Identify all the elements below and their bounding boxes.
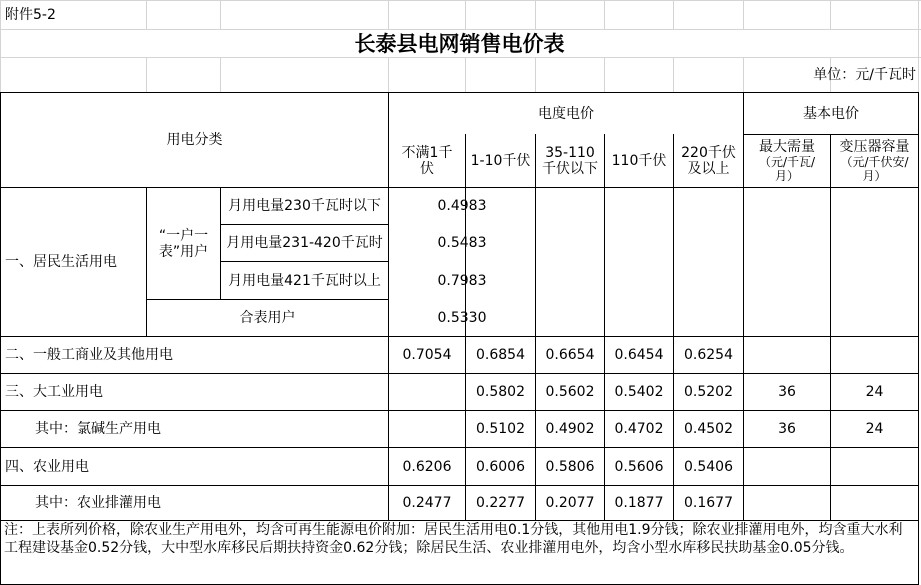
gridline xyxy=(673,57,674,92)
chlor-value-1-10kv: 0.5102 xyxy=(476,421,525,437)
shared-meter-label: 合表用户 xyxy=(239,310,296,326)
table-border xyxy=(830,134,831,520)
energy-price-header: 电度电价 xyxy=(538,105,594,122)
chlor-alkali-label: 其中：氯碱生产用电 xyxy=(35,421,161,437)
agri-value-220kv: 0.5406 xyxy=(684,458,733,475)
chlor-transformer: 24 xyxy=(865,421,884,437)
gridline xyxy=(465,0,466,30)
gridline xyxy=(830,0,831,30)
chlor-value-110kv: 0.4702 xyxy=(614,421,664,437)
table-border xyxy=(918,92,919,585)
transformer-label: 变压器容量 xyxy=(839,139,910,155)
agri-value-110kv: 0.5606 xyxy=(614,458,664,475)
attachment-label: 附件5-2 xyxy=(5,7,56,23)
irrigation-label: 其中：农业排灌用电 xyxy=(35,495,161,511)
gridline xyxy=(604,0,605,30)
transformer-unit: （元/千伏安/月） xyxy=(840,155,909,183)
irr-value-220kv: 0.1677 xyxy=(684,495,733,511)
voltage-header-lt1kv: 不满1千伏 xyxy=(401,145,453,177)
agri-value-1-10kv: 0.6006 xyxy=(476,458,525,475)
gridline xyxy=(146,57,147,92)
transformer-header xyxy=(831,135,918,187)
general-value-lt1kv: 0.7054 xyxy=(402,347,452,363)
large-value-1-10kv: 0.5802 xyxy=(476,384,525,400)
gridline xyxy=(465,57,466,92)
tier3-value: 0.7983 xyxy=(437,272,487,289)
basic-price-header: 基本电价 xyxy=(803,105,859,122)
one-meter-label: “一户一表”用户 xyxy=(158,227,209,260)
irr-value-lt1kv: 0.2477 xyxy=(402,495,452,511)
gridline xyxy=(146,0,147,30)
tier3-label: 月用电量421千瓦时以上 xyxy=(228,272,381,289)
voltage-header-110kv: 110千伏 xyxy=(611,153,667,169)
gridline xyxy=(743,57,744,92)
gridline xyxy=(388,57,389,92)
page-title: 长泰县电网销售电价表 xyxy=(354,31,565,56)
shared-meter-value: 0.5330 xyxy=(437,310,487,326)
large-transformer: 24 xyxy=(865,384,884,400)
agriculture-label: 四、农业用电 xyxy=(5,458,89,475)
gridline xyxy=(743,0,744,30)
gridline xyxy=(535,0,536,30)
gridline xyxy=(388,0,389,30)
max-demand-header xyxy=(744,135,830,187)
gridline xyxy=(220,0,221,30)
gridline xyxy=(918,0,919,92)
general-value-220kv: 0.6254 xyxy=(684,347,733,363)
tier2-value: 0.5483 xyxy=(437,235,487,251)
max-demand-unit: （元/千瓦/月） xyxy=(758,155,816,183)
agri-value-lt1kv: 0.6206 xyxy=(402,458,452,475)
agri-value-35-110kv: 0.5806 xyxy=(545,458,595,475)
general-value-35-110kv: 0.6654 xyxy=(545,347,595,363)
gridline xyxy=(535,57,536,92)
tier2-label: 月用电量231-420千瓦时 xyxy=(226,235,383,251)
voltage-header-1-10kv: 1-10千伏 xyxy=(470,153,531,169)
irr-value-110kv: 0.1877 xyxy=(614,495,664,511)
irr-value-1-10kv: 0.2277 xyxy=(476,495,525,511)
chlor-value-220kv: 0.4502 xyxy=(684,421,733,437)
large-max-demand: 36 xyxy=(778,384,796,400)
voltage-header-35-110kv: 35-110千伏以下 xyxy=(542,145,598,177)
residential-label: 一、居民生活用电 xyxy=(5,254,117,270)
chlor-value-35-110kv: 0.4902 xyxy=(545,421,595,437)
unit-label: 单位：元/千瓦时 xyxy=(813,67,916,83)
category-header: 用电分类 xyxy=(166,132,223,148)
general-label: 二、一般工商业及其他用电 xyxy=(5,347,173,363)
tier1-label: 月用电量230千瓦时以下 xyxy=(228,198,381,214)
gridline xyxy=(673,0,674,30)
irr-value-35-110kv: 0.2077 xyxy=(545,495,595,511)
voltage-header-220kv: 220千伏及以上 xyxy=(681,145,736,177)
footnote: 注：上表所列价格，除农业生产用电外，均含可再生能源电价附加：居民生活用电0.1分钱，其他用电1.9分钱；除农业排灌用电外，均含重大水利工程建设基金0.52分钱，大中型水库移民后期扶持资金0.62分钱；除居民生活、农业排灌用电外，均含小型水库移民扶助基金0.05分钱。 xyxy=(4,522,903,556)
large-industry-label: 三、大工业用电 xyxy=(5,384,103,400)
large-value-110kv: 0.5402 xyxy=(614,384,664,400)
chlor-max-demand: 36 xyxy=(778,421,796,437)
large-value-220kv: 0.5202 xyxy=(684,384,733,400)
general-value-110kv: 0.6454 xyxy=(614,347,664,363)
tier1-value: 0.4983 xyxy=(437,198,487,214)
gridline xyxy=(604,57,605,92)
large-value-35-110kv: 0.5602 xyxy=(545,384,595,400)
general-value-1-10kv: 0.6854 xyxy=(476,347,525,363)
gridline xyxy=(220,57,221,92)
max-demand-label: 最大需量 xyxy=(759,139,815,155)
